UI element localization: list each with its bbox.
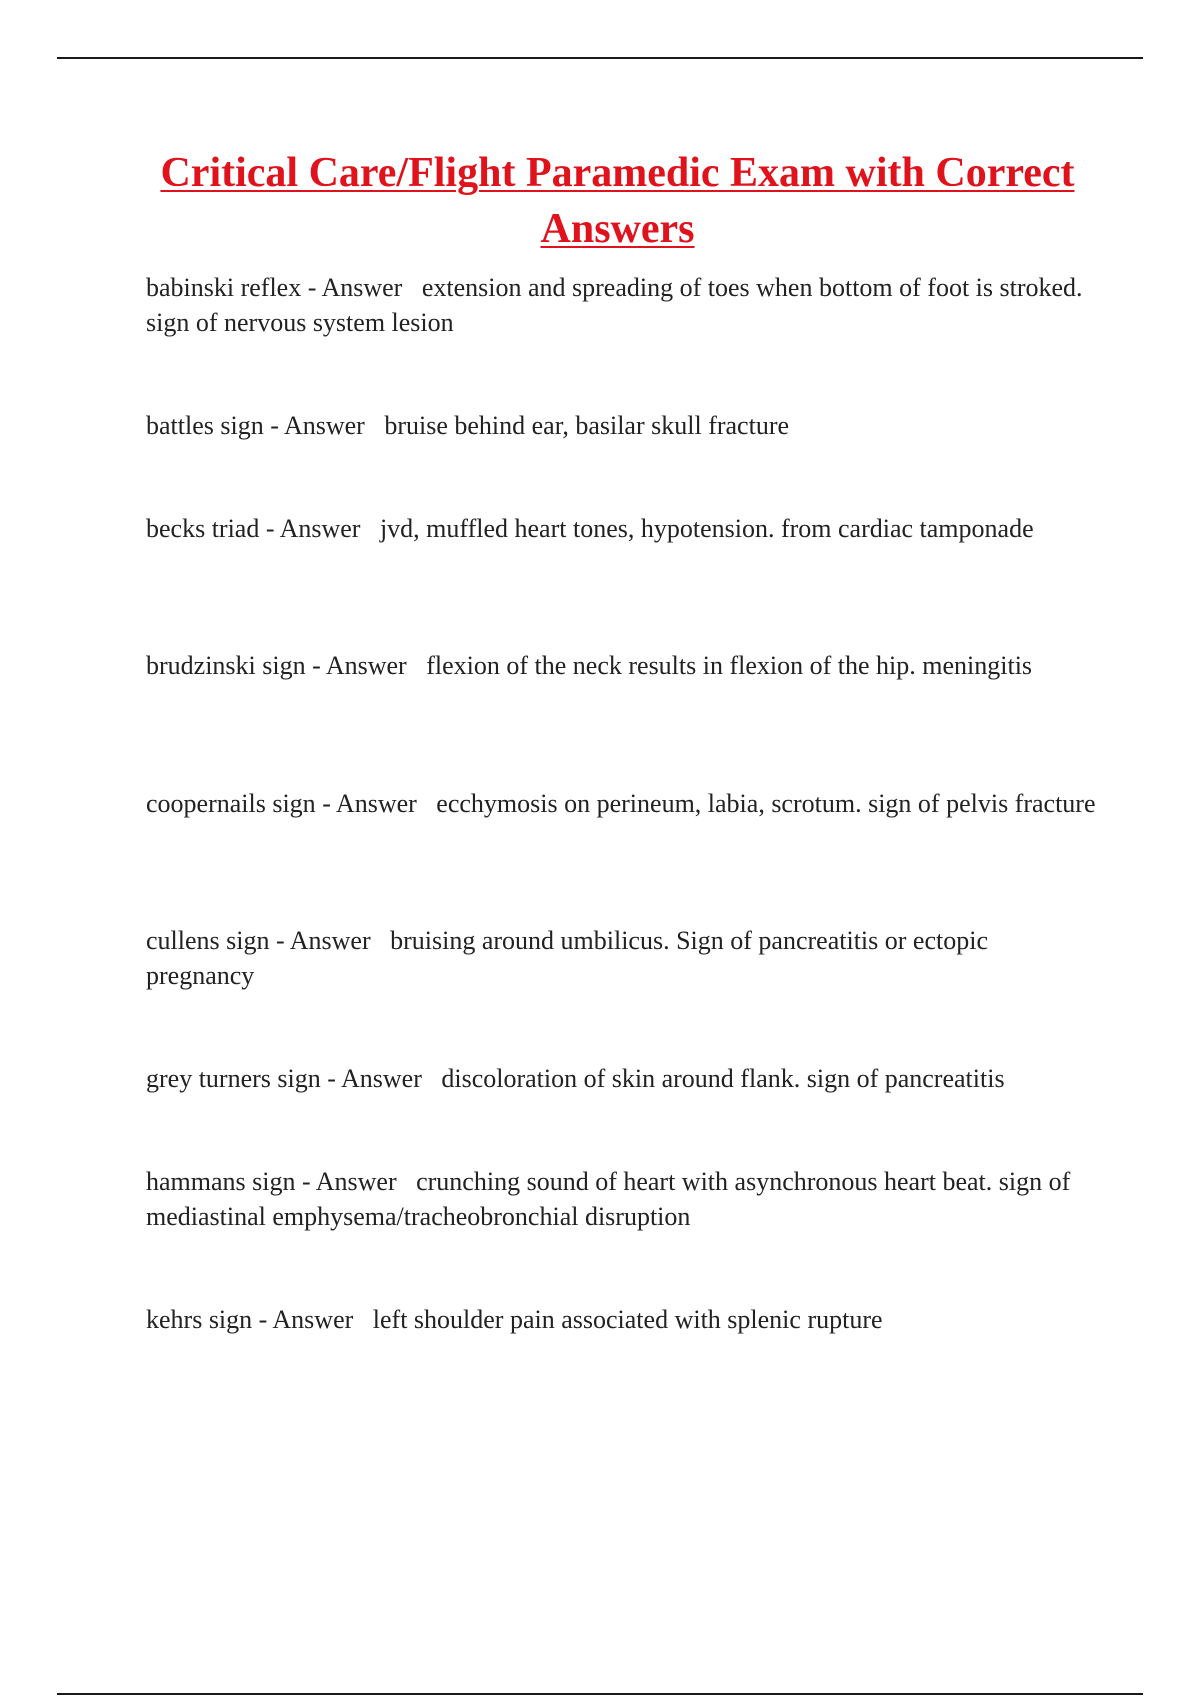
qa-answer-label: Answer <box>340 1064 422 1093</box>
qa-item: cullens sign - Answer bruising around umbilicus. Sign of pancreatitis or ectopic pregnancy <box>146 926 988 990</box>
bottom-rule <box>57 1693 1143 1695</box>
qa-answer: bruise behind ear, basilar skull fracture <box>384 411 790 440</box>
qa-item: babinski reflex - Answer extension and spreading of toes when bottom of foot is stroked. sign of nervous system lesion <box>146 273 1083 337</box>
qa-term: brudzinski sign <box>146 651 306 680</box>
qa-answer: ecchymosis on perineum, labia, scrotum. sign of pelvis fracture <box>436 789 1096 818</box>
qa-term: battles sign <box>146 411 264 440</box>
qa-answer: jvd, muffled heart tones, hypotension. from cardiac tamponade <box>379 514 1034 543</box>
qa-term: cullens sign <box>146 926 270 955</box>
qa-term: hammans sign <box>146 1167 296 1196</box>
qa-item: battles sign - Answer bruise behind ear, basilar skull fracture <box>146 411 790 440</box>
qa-term: grey turners sign <box>146 1064 321 1093</box>
qa-answer: flexion of the neck results in flexion of the hip. meningitis <box>426 651 1033 680</box>
qa-item: hammans sign - Answer crunching sound of heart with asynchronous heart beat. sign of mediastinal emphysema/tracheobronchial disruption <box>146 1167 1071 1231</box>
qa-term: coopernails sign <box>146 789 316 818</box>
qa-answer-label: Answer <box>315 1167 397 1196</box>
qa-term: becks triad <box>146 514 260 543</box>
qa-answer-label: Answer <box>279 514 361 543</box>
qa-item: brudzinski sign - Answer flexion of the neck results in flexion of the hip. meningitis <box>146 651 1033 680</box>
qa-answer-label: Answer <box>335 789 417 818</box>
qa-term: kehrs sign <box>146 1305 253 1334</box>
qa-item: grey turners sign - Answer discoloration of skin around flank. sign of pancreatitis <box>146 1064 1005 1093</box>
qa-answer-label: Answer <box>283 411 365 440</box>
qa-answer: crunching sound of heart with asynchronous heart beat. sign of mediastinal emphysema/tracheobronchial disruption <box>146 1167 1071 1231</box>
top-rule <box>57 57 1143 59</box>
qa-answer: discoloration of skin around flank. sign of pancreatitis <box>441 1064 1005 1093</box>
qa-answer: left shoulder pain associated with splenic rupture <box>372 1305 883 1334</box>
qa-answer-label: Answer <box>272 1305 354 1334</box>
qa-answer-label: Answer <box>321 273 403 302</box>
qa-answer-label: Answer <box>289 926 371 955</box>
qa-answer: bruising around umbilicus. Sign of pancreatitis or ectopic pregnancy <box>146 926 988 990</box>
qa-term: babinski reflex <box>146 273 302 302</box>
qa-item: kehrs sign - Answer left shoulder pain associated with splenic rupture <box>146 1305 883 1334</box>
document-title: Critical Care/Flight Paramedic Exam with Correct Answers <box>160 150 1075 252</box>
qa-item: coopernails sign - Answer ecchymosis on perineum, labia, scrotum. sign of pelvis fracture <box>146 789 1096 818</box>
qa-item: becks triad - Answer jvd, muffled heart tones, hypotension. from cardiac tamponade <box>146 514 1034 543</box>
qa-answer: extension and spreading of toes when bottom of foot is stroked. sign of nervous system lesion <box>146 273 1083 337</box>
qa-answer-label: Answer <box>325 651 407 680</box>
